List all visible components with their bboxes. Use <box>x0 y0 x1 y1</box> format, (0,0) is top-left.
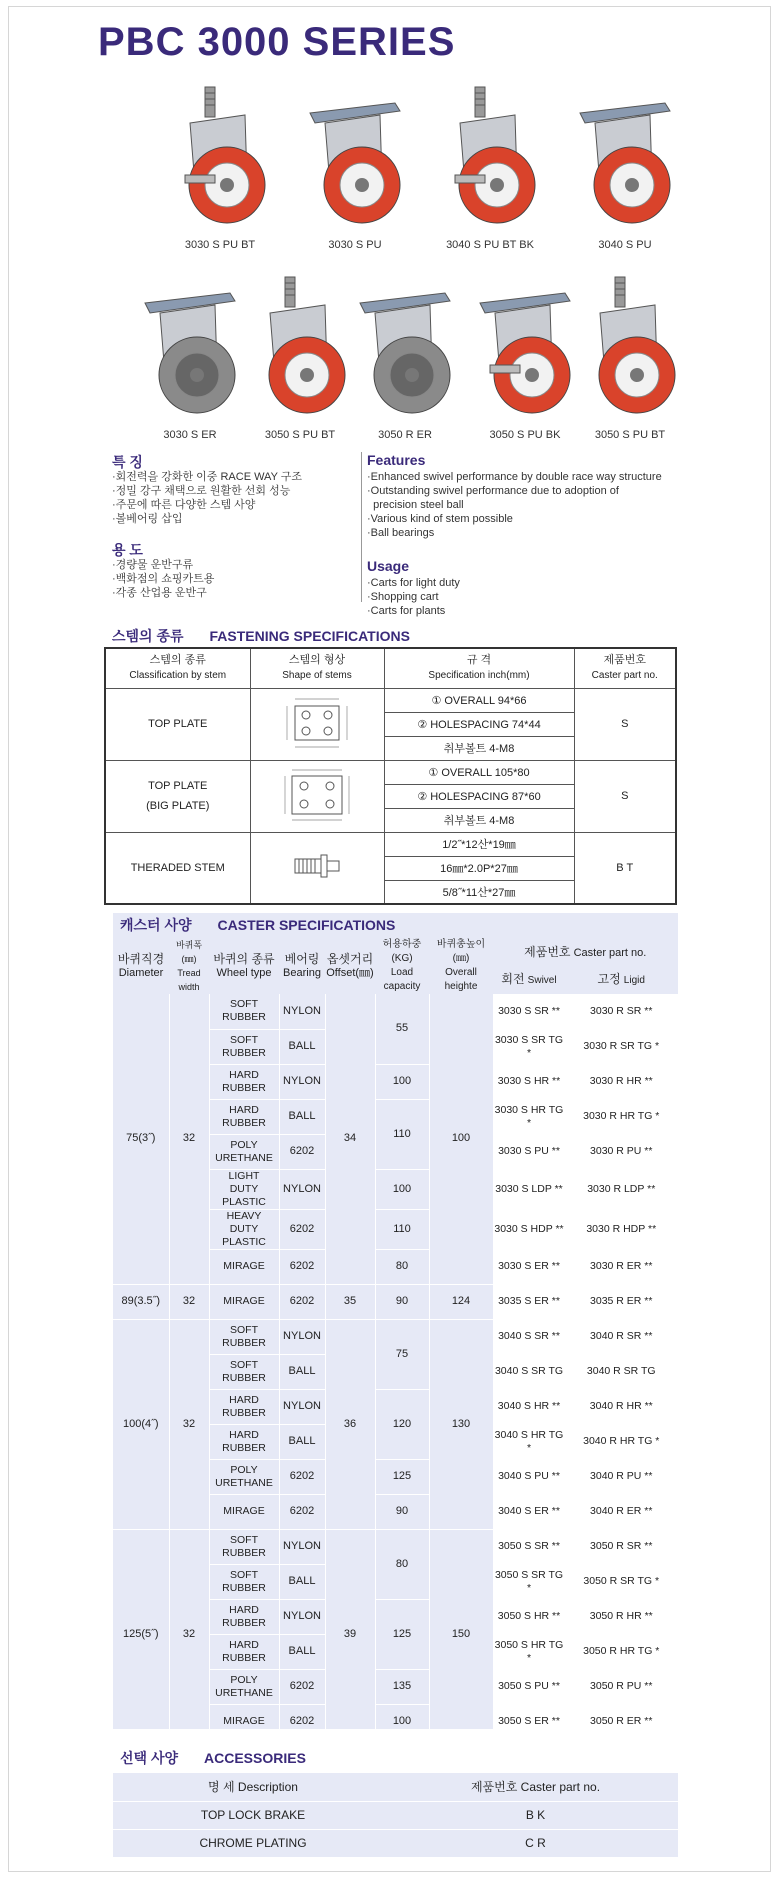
wheel-type-line: URETHANE <box>215 1686 273 1699</box>
table-cell: 3030 S SR ** <box>493 994 565 1029</box>
wheel-type-line: RUBBER <box>222 1371 266 1384</box>
acc-part: C R <box>393 1829 678 1857</box>
table-cell: 3050 S SR ** <box>493 1529 565 1564</box>
wheel-type-line: RUBBER <box>222 1616 266 1629</box>
table-cell: 3030 S LDP ** <box>493 1169 565 1209</box>
table-cell: 3050 R ER ** <box>565 1704 678 1739</box>
table-cell: 3030 S SR TG * <box>493 1029 565 1064</box>
table-cell: 6202 <box>279 1284 325 1319</box>
table-cell: 135 <box>375 1669 429 1704</box>
table-cell: 3030 R HR ** <box>565 1064 678 1099</box>
wheel-type-line: SOFT <box>230 1323 258 1336</box>
table-cell: 80 <box>375 1249 429 1284</box>
wheel-type-line: RUBBER <box>222 1581 266 1594</box>
table-cell <box>209 1529 279 1564</box>
table-cell <box>209 1494 279 1529</box>
spec-cell: ② HOLESPACING 87*60 <box>384 784 574 808</box>
table-cell: 32 <box>169 1319 209 1529</box>
table-cell: 3050 R SR ** <box>565 1529 678 1564</box>
list-item: ·각종 산업용 운반구 <box>112 587 207 599</box>
wheel-type-line: SOFT <box>230 998 258 1011</box>
fastening-title: 스템의 종류 FASTENING SPECIFICATIONS <box>112 628 410 644</box>
table-cell: 3030 R SR ** <box>565 994 678 1029</box>
list-item: ·정밀 강구 채택으로 원활한 선회 성능 <box>112 485 291 497</box>
table-cell: 125(5˝) <box>113 1529 169 1739</box>
spec-cell: ① OVERALL 94*66 <box>384 688 574 712</box>
table-cell: BALL <box>279 1564 325 1599</box>
fastening-name: TOP PLATE (BIG PLATE) <box>105 760 250 832</box>
table-cell: 6202 <box>279 1134 325 1169</box>
table-cell <box>209 1319 279 1354</box>
table-cell: 3040 R HR TG * <box>565 1424 678 1459</box>
table-cell: 3030 R LDP ** <box>565 1169 678 1209</box>
table-cell <box>209 1029 279 1064</box>
acc-header-part: 제품번호 Caster part no. <box>393 1773 678 1801</box>
wheel-type-line: HARD <box>229 1103 259 1116</box>
table-cell: 3030 S PU ** <box>493 1134 565 1169</box>
table-cell: 3035 R ER ** <box>565 1284 678 1319</box>
caster-title: 캐스터 사양 CASTER SPECIFICATIONS <box>120 917 396 933</box>
wheel-type-line: SOFT <box>230 1033 258 1046</box>
acc-desc: TOP LOCK BRAKE <box>113 1801 393 1829</box>
usage-en-list <box>367 576 460 618</box>
table-cell <box>209 1209 279 1249</box>
wheel-type-line: RUBBER <box>222 1441 266 1454</box>
table-cell: 3035 S ER ** <box>493 1284 565 1319</box>
features-en-heading: Features <box>367 452 426 468</box>
list-item: precision steel ball <box>367 499 464 511</box>
table-cell <box>209 1134 279 1169</box>
wheel-type-line: MIRAGE <box>223 1260 265 1272</box>
spec-cell: 16㎜*2.0P*27㎜ <box>384 856 574 880</box>
list-item: ·Ball bearings <box>367 527 435 539</box>
table-row <box>113 1284 678 1319</box>
header-bearing: 베어링 Bearing <box>283 952 321 979</box>
table-cell: 3040 S SR ** <box>493 1319 565 1354</box>
wheel-type-line: HARD <box>229 1428 259 1441</box>
table-cell: 3040 R PU ** <box>565 1459 678 1494</box>
caster-product-image <box>350 275 460 425</box>
table-cell: 3040 R SR TG <box>565 1354 678 1389</box>
table-cell: BALL <box>279 1354 325 1389</box>
table-cell: 100 <box>429 994 493 1284</box>
table-cell: NYLON <box>279 994 325 1029</box>
table-cell <box>209 1424 279 1459</box>
spec-cell: 취부볼트 4-M8 <box>384 808 574 832</box>
wheel-type-line: SOFT <box>230 1568 258 1581</box>
usage-kr-heading: 용 도 <box>112 542 143 558</box>
header-part: 제품번호 Caster part no. <box>524 944 647 959</box>
caster-product-image <box>435 85 545 235</box>
product-caption: 3030 S ER <box>163 429 217 441</box>
caster-product-image <box>575 275 685 425</box>
fastening-name: TOP PLATE <box>105 688 250 760</box>
list-item: ·백화점의 쇼핑카트용 <box>112 573 215 585</box>
table-cell: 3030 S HR ** <box>493 1064 565 1099</box>
wheel-type-line: DUTY PLASTIC <box>222 1222 266 1248</box>
header-rigid: 고정 Ligid <box>597 972 645 986</box>
spec-cell: 1/2˝*12산*19㎜ <box>384 832 574 856</box>
table-cell: 6202 <box>279 1249 325 1284</box>
spec-cell: 5/8˝*11산*27㎜ <box>384 880 574 904</box>
product-caption: 3050 S PU BT <box>264 429 336 441</box>
table-cell: 3040 R SR ** <box>565 1319 678 1354</box>
header-swivel: 회전 Swivel <box>501 972 557 986</box>
part-cell: B T <box>574 832 676 904</box>
wheel-type-line: SOFT <box>230 1358 258 1371</box>
wheel-type-line: POLY <box>230 1138 258 1151</box>
table-cell <box>209 1599 279 1634</box>
spec-cell: 취부볼트 4-M8 <box>384 736 574 760</box>
table-row <box>113 1529 678 1564</box>
list-item: ·Shopping cart <box>367 591 439 603</box>
part-cell: S <box>574 760 676 832</box>
caster-table <box>113 938 678 1740</box>
table-cell: BALL <box>279 1029 325 1064</box>
table-row <box>113 1319 678 1354</box>
table-cell: 34 <box>325 994 375 1284</box>
table-cell: 3050 S ER ** <box>493 1704 565 1739</box>
table-cell <box>209 994 279 1029</box>
product-caption: 3040 S PU <box>598 239 652 251</box>
table-cell: 75(3˝) <box>113 994 169 1284</box>
table-cell: 110 <box>375 1209 429 1249</box>
table-cell: 32 <box>169 1529 209 1739</box>
table-cell: 6202 <box>279 1494 325 1529</box>
header-load: 허용하중(KG) Load capacity <box>382 939 422 992</box>
wheel-type-line: URETHANE <box>215 1151 273 1164</box>
table-cell: 3040 S HR TG * <box>493 1424 565 1459</box>
fastening-table <box>104 647 677 905</box>
features-kr-list <box>112 470 302 526</box>
top-plate-icon <box>277 694 357 752</box>
wheel-type-line: POLY <box>230 1673 258 1686</box>
table-cell: 124 <box>429 1284 493 1319</box>
table-cell: 3040 S ER ** <box>493 1494 565 1529</box>
table-cell: 125 <box>375 1599 429 1669</box>
wheel-type-line: RUBBER <box>222 1011 266 1024</box>
table-cell <box>209 1669 279 1704</box>
table-cell: BALL <box>279 1424 325 1459</box>
table-cell: 3030 R HR TG * <box>565 1099 678 1134</box>
wheel-type-line: RUBBER <box>222 1546 266 1559</box>
table-cell: NYLON <box>279 1599 325 1634</box>
product-item <box>280 85 430 251</box>
list-item: ·볼베어링 삽입 <box>112 513 183 525</box>
table-cell: 3030 R SR TG * <box>565 1029 678 1064</box>
table-cell <box>209 1704 279 1739</box>
product-caption: 3030 S PU BT <box>184 239 256 251</box>
divider <box>361 452 362 602</box>
page-title: PBC 3000 SERIES <box>98 20 456 64</box>
table-cell: 150 <box>429 1529 493 1739</box>
table-cell: 3030 R PU ** <box>565 1134 678 1169</box>
table-cell: 3040 R HR ** <box>565 1389 678 1424</box>
caster-product-image <box>570 85 680 235</box>
table-cell: 3050 R PU ** <box>565 1669 678 1704</box>
stem-diagram <box>250 832 384 904</box>
list-item: ·회전력을 강화한 이중 RACE WAY 구조 <box>112 471 303 483</box>
accessories-title: 선택 사양 ACCESSORIES <box>120 1750 306 1766</box>
features-kr-heading: 특 징 <box>112 454 143 470</box>
wheel-type-line: POLY <box>230 1463 258 1476</box>
product-caption: 3050 R ER <box>378 429 432 441</box>
product-item <box>550 85 700 251</box>
big-plate-icon <box>277 766 357 824</box>
fastening-header-shape: 스템의 형상 Shape of stems <box>250 648 384 688</box>
spec-cell: ① OVERALL 105*80 <box>384 760 574 784</box>
fastening-header-part: 제품번호 Caster part no. <box>574 648 676 688</box>
table-cell: 3030 S HR TG * <box>493 1099 565 1134</box>
table-cell <box>209 1354 279 1389</box>
table-cell: 3030 S HDP ** <box>493 1209 565 1249</box>
table-cell: 3030 R ER ** <box>565 1249 678 1284</box>
table-cell <box>209 1459 279 1494</box>
table-cell: 3050 S PU ** <box>493 1669 565 1704</box>
list-item: ·주문에 따른 다양한 스템 사양 <box>112 499 256 511</box>
product-caption: 3050 S PU BT <box>594 429 666 441</box>
table-cell: 100(4˝) <box>113 1319 169 1529</box>
table-cell: 36 <box>325 1319 375 1529</box>
table-cell: 6202 <box>279 1209 325 1249</box>
product-item <box>415 85 565 251</box>
list-item: ·Carts for light duty <box>367 577 460 589</box>
product-item <box>555 275 705 441</box>
table-cell: 35 <box>325 1284 375 1319</box>
spec-cell: ② HOLESPACING 74*44 <box>384 712 574 736</box>
wheel-type-line: RUBBER <box>222 1336 266 1349</box>
product-caption: 3050 S PU BK <box>489 429 561 441</box>
table-cell: 6202 <box>279 1669 325 1704</box>
table-cell: 130 <box>429 1319 493 1529</box>
threaded-stem-icon <box>277 851 357 881</box>
table-cell: 6202 <box>279 1704 325 1739</box>
table-cell: 75 <box>375 1319 429 1389</box>
table-cell: 100 <box>375 1704 429 1739</box>
table-cell: 3030 R HDP ** <box>565 1209 678 1249</box>
table-row <box>113 994 678 1029</box>
wheel-type-line: MIRAGE <box>223 1295 265 1307</box>
list-item: ·경량물 운반구류 <box>112 559 194 571</box>
plate-diagram <box>250 760 384 832</box>
table-cell: NYLON <box>279 1064 325 1099</box>
table-cell <box>209 1284 279 1319</box>
table-cell: 32 <box>169 994 209 1284</box>
wheel-type-line: HARD <box>229 1638 259 1651</box>
wheel-type-line: RUBBER <box>222 1651 266 1664</box>
wheel-type-line: HARD <box>229 1068 259 1081</box>
table-cell: 3040 S SR TG <box>493 1354 565 1389</box>
table-cell <box>209 1169 279 1209</box>
list-item: ·Outstanding swivel performance due to adoption of <box>367 485 619 497</box>
table-cell: 3050 R SR TG * <box>565 1564 678 1599</box>
fastening-name: THERADED STEM <box>105 832 250 904</box>
acc-part: B K <box>393 1801 678 1829</box>
wheel-type-line: URETHANE <box>215 1476 273 1489</box>
wheel-type-line: DUTY PLASTIC <box>222 1182 266 1208</box>
table-cell: 3040 R ER ** <box>565 1494 678 1529</box>
header-diameter: 바퀴직경 Diameter <box>117 952 165 979</box>
wheel-type-line: RUBBER <box>222 1116 266 1129</box>
table-cell: 3050 S HR ** <box>493 1599 565 1634</box>
table-cell <box>209 1389 279 1424</box>
table-cell <box>209 1099 279 1134</box>
acc-header-desc: 명 세 Description <box>113 1773 393 1801</box>
product-item <box>145 85 295 251</box>
fastening-header-classification: 스템의 종류 Classification by stem <box>105 648 250 688</box>
table-cell: BALL <box>279 1634 325 1669</box>
table-cell: 3050 S HR TG * <box>493 1634 565 1669</box>
list-item: ·Carts for plants <box>367 605 446 617</box>
table-cell: 3050 R HR ** <box>565 1599 678 1634</box>
table-cell <box>209 1564 279 1599</box>
table-cell: 3040 S HR ** <box>493 1389 565 1424</box>
usage-kr-list <box>112 558 214 600</box>
plate-diagram <box>250 688 384 760</box>
header-height: 바퀴총높이(㎜) Overall heighte <box>436 939 486 992</box>
usage-en-heading: Usage <box>367 558 410 574</box>
accessories-table <box>113 1773 678 1858</box>
table-cell: NYLON <box>279 1169 325 1209</box>
table-cell: 120 <box>375 1389 429 1459</box>
table-cell: 39 <box>325 1529 375 1739</box>
wheel-type-line: SOFT <box>230 1533 258 1546</box>
table-cell: 125 <box>375 1459 429 1494</box>
table-cell: NYLON <box>279 1389 325 1424</box>
table-cell: 100 <box>375 1064 429 1099</box>
features-en-list <box>367 470 662 540</box>
table-cell: 3030 S ER ** <box>493 1249 565 1284</box>
caster-product-image <box>300 85 410 235</box>
table-cell: 80 <box>375 1529 429 1599</box>
part-cell: S <box>574 688 676 760</box>
fastening-header-spec: 규 격 Specification inch(mm) <box>384 648 574 688</box>
table-cell: BALL <box>279 1099 325 1134</box>
table-cell <box>209 1249 279 1284</box>
header-tread: 바퀴폭(㎜) Tread width <box>175 940 203 992</box>
wheel-type-line: HEAVY <box>226 1209 262 1222</box>
table-cell: NYLON <box>279 1529 325 1564</box>
table-cell: 110 <box>375 1099 429 1169</box>
list-item: ·Various kind of stem possible <box>367 513 513 525</box>
table-cell <box>209 1064 279 1099</box>
table-cell: 89(3.5˝) <box>113 1284 169 1319</box>
table-cell: 32 <box>169 1284 209 1319</box>
wheel-type-line: RUBBER <box>222 1081 266 1094</box>
table-cell: 6202 <box>279 1459 325 1494</box>
table-cell: 55 <box>375 994 429 1064</box>
wheel-type-line: RUBBER <box>222 1406 266 1419</box>
product-caption: 3030 S PU <box>328 239 382 251</box>
table-cell: NYLON <box>279 1319 325 1354</box>
table-cell: 3050 S SR TG * <box>493 1564 565 1599</box>
table-cell <box>209 1634 279 1669</box>
header-wheel: 바퀴의 종류 Wheel type <box>213 952 275 979</box>
table-cell: 90 <box>375 1494 429 1529</box>
table-cell: 90 <box>375 1284 429 1319</box>
wheel-type-line: HARD <box>229 1393 259 1406</box>
table-cell: 3040 S PU ** <box>493 1459 565 1494</box>
wheel-type-line: MIRAGE <box>223 1505 265 1517</box>
wheel-type-line: LIGHT <box>228 1169 260 1182</box>
table-cell: 100 <box>375 1169 429 1209</box>
wheel-type-line: MIRAGE <box>223 1715 265 1727</box>
table-cell: 3050 R HR TG * <box>565 1634 678 1669</box>
wheel-type-line: HARD <box>229 1603 259 1616</box>
header-offset: 옵셋거리 Offset(㎜) <box>326 952 374 979</box>
product-caption: 3040 S PU BT BK <box>446 239 534 251</box>
wheel-type-line: RUBBER <box>222 1046 266 1059</box>
list-item: ·Enhanced swivel performance by double race way structure <box>367 471 662 483</box>
caster-product-image <box>165 85 275 235</box>
acc-desc: CHROME PLATING <box>113 1829 393 1857</box>
